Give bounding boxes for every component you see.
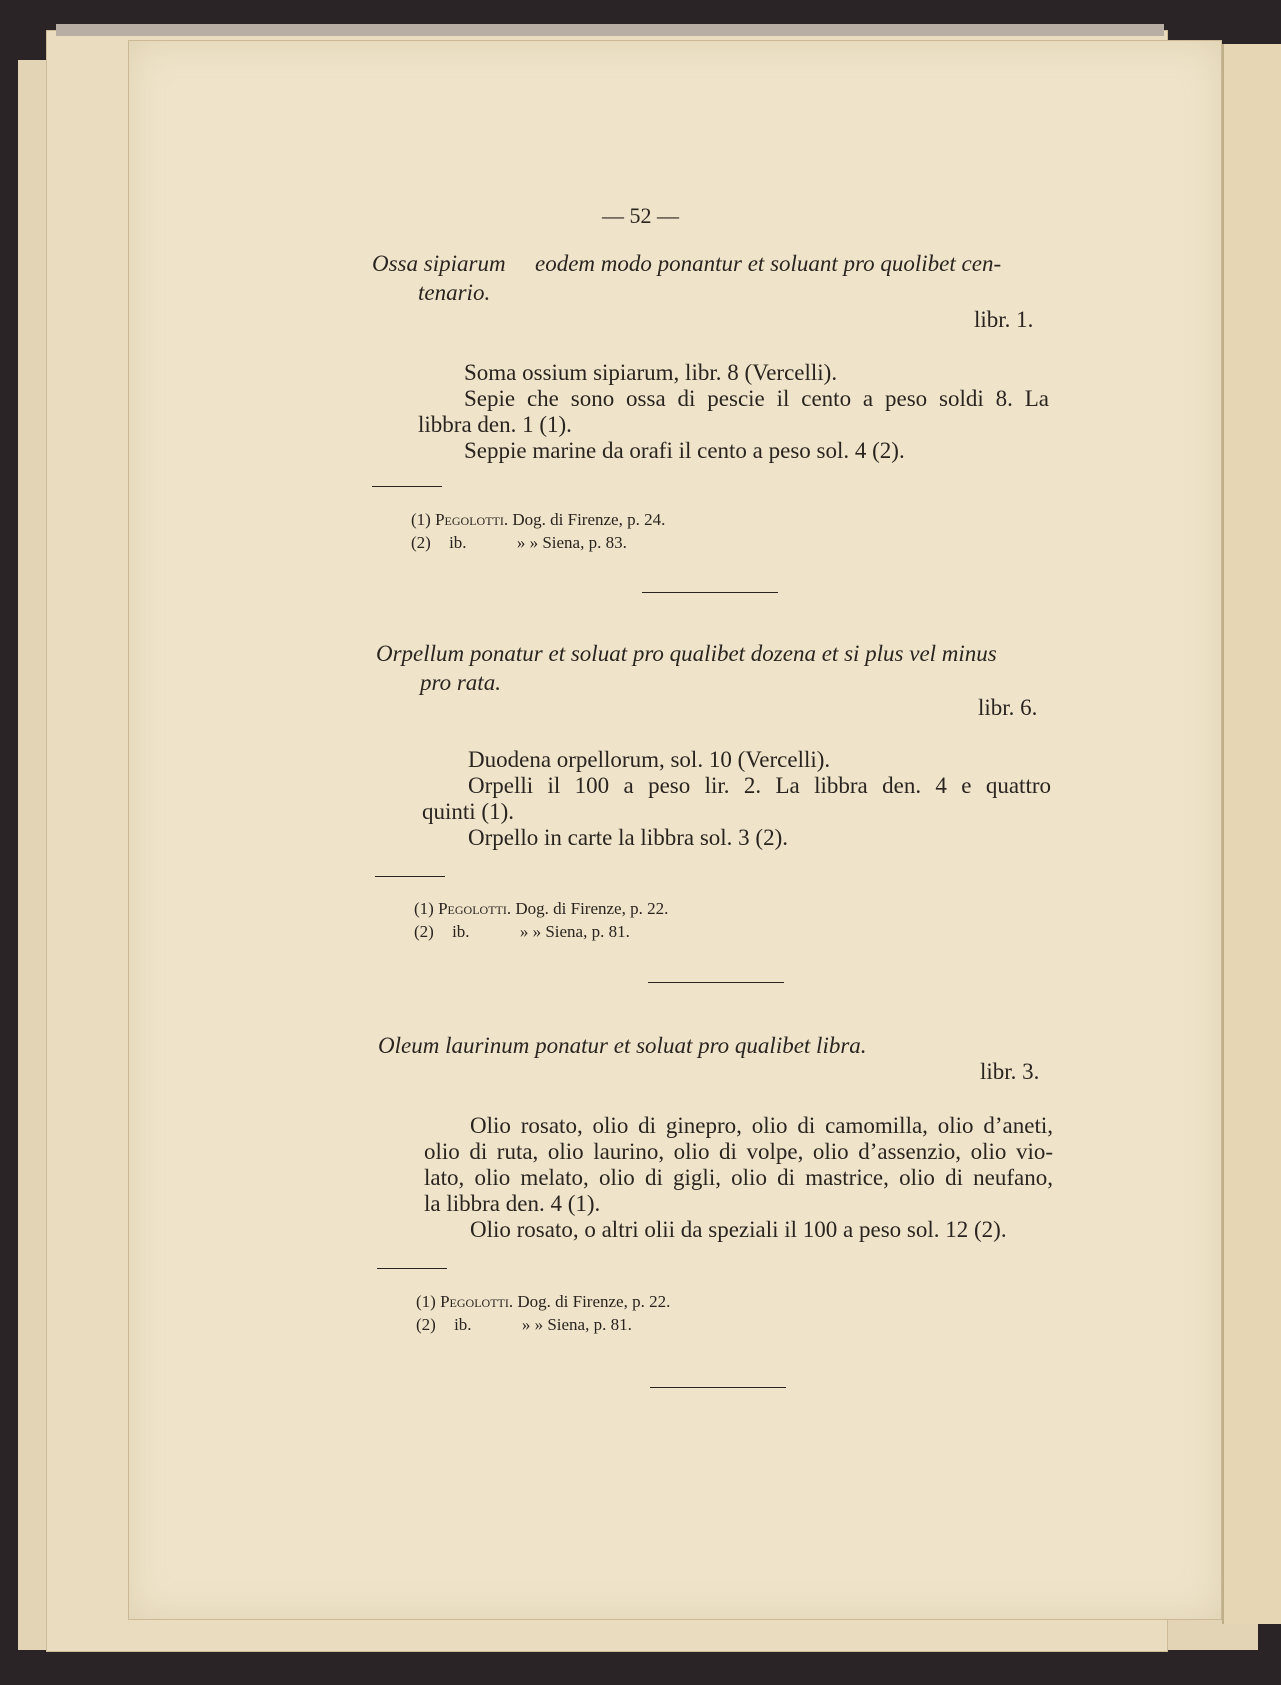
footnote-number: (1) bbox=[414, 899, 434, 918]
page-number: — 52 — bbox=[602, 203, 679, 228]
footnote-author: Pegolotti. bbox=[440, 1292, 514, 1311]
footnote-reference: Dog. di Firenze, p. 22. bbox=[515, 899, 669, 918]
footnote-reference: Siena, p. 81. bbox=[545, 922, 630, 941]
section-divider bbox=[650, 1387, 786, 1388]
footnote-reference: Siena, p. 83. bbox=[542, 533, 627, 552]
section-divider bbox=[642, 592, 778, 593]
section-1-heading: eodem modo ponantur et soluant pro quolibet cen- bbox=[535, 251, 1002, 276]
footnote-author: Pegolotti. bbox=[438, 899, 512, 918]
footnote bbox=[411, 508, 665, 531]
footnote-reference: Dog. di Firenze, p. 22. bbox=[517, 1292, 671, 1311]
footnote-author: ib. bbox=[449, 533, 467, 552]
footnote-reference: Siena, p. 81. bbox=[547, 1315, 632, 1334]
section-3-body-line: Olio rosato, o altri olii da speziali il 100 a peso sol. 12 (2). bbox=[470, 1217, 1007, 1242]
section-3-heading: Oleum laurinum ponatur et soluat pro qualibet libra. bbox=[378, 1033, 867, 1058]
section-1-body-line: Soma ossium sipiarum, libr. 8 (Vercelli). bbox=[464, 360, 838, 385]
section-1-heading-cont: tenario. bbox=[418, 280, 491, 305]
section-3-body-line: olio di ruta, olio laurino, olio di volpe, olio d’assenzio, olio vio- bbox=[424, 1139, 1053, 1164]
footnote-number: (2) bbox=[416, 1315, 436, 1334]
footnote-author: ib. bbox=[452, 922, 470, 941]
footnote-number: (2) bbox=[414, 922, 434, 941]
footnote-ditto: » » bbox=[519, 922, 542, 941]
footnote-author: ib. bbox=[454, 1315, 472, 1334]
section-2-heading-cont: pro rata. bbox=[420, 670, 501, 695]
footnote-number: (1) bbox=[416, 1292, 436, 1311]
section-2-body-line: Orpelli il 100 a peso lir. 2. La libbra den. 4 e quattro bbox=[468, 773, 1051, 798]
footnote-rule bbox=[377, 1268, 447, 1269]
section-1-body-line: Sepie che sono ossa di pescie il cento a peso soldi 8. La bbox=[464, 386, 1049, 411]
footnote-rule bbox=[372, 486, 442, 487]
section-1-body-line: libbra den. 1 (1). bbox=[418, 412, 572, 437]
footnote-number: (1) bbox=[411, 510, 431, 529]
footnote bbox=[411, 531, 627, 554]
section-3-body-line: Olio rosato, olio di ginepro, olio di camomilla, olio d’aneti, bbox=[470, 1113, 1053, 1138]
section-3-body-line: lato, olio melato, olio di gigli, olio di mastrice, olio di neufano, bbox=[424, 1165, 1053, 1190]
footnote bbox=[414, 897, 668, 920]
section-1-heading-term: Ossa sipiarum bbox=[372, 251, 506, 276]
section-2-body-line: Duodena orpellorum, sol. 10 (Vercelli). bbox=[468, 747, 831, 772]
footnote bbox=[416, 1313, 632, 1336]
facing-page-edge bbox=[1222, 44, 1281, 1624]
footnote-reference: Dog. di Firenze, p. 24. bbox=[512, 510, 666, 529]
section-1-amount: libr. 1. bbox=[974, 307, 1034, 332]
book-top-edge bbox=[56, 24, 1164, 36]
section-2-body-line: quinti (1). bbox=[422, 799, 514, 824]
section-2-body-line: Orpello in carte la libbra sol. 3 (2). bbox=[468, 825, 788, 850]
section-2-amount: libr. 6. bbox=[978, 695, 1038, 720]
section-3-amount: libr. 3. bbox=[980, 1059, 1040, 1084]
footnote bbox=[414, 920, 630, 943]
section-2-heading: Orpellum ponatur et soluat pro qualibet dozena et si plus vel minus bbox=[376, 641, 997, 666]
footnote bbox=[416, 1290, 670, 1313]
section-1-body-line: Seppie marine da orafi il cento a peso sol. 4 (2). bbox=[464, 438, 905, 463]
footnote-ditto: » » bbox=[516, 533, 539, 552]
footnote-rule bbox=[375, 876, 445, 877]
section-divider bbox=[648, 982, 784, 983]
footnote-number: (2) bbox=[411, 533, 431, 552]
footnote-ditto: » » bbox=[521, 1315, 544, 1334]
section-3-body-line: la libbra den. 4 (1). bbox=[424, 1191, 601, 1216]
footnote-author: Pegolotti. bbox=[435, 510, 509, 529]
